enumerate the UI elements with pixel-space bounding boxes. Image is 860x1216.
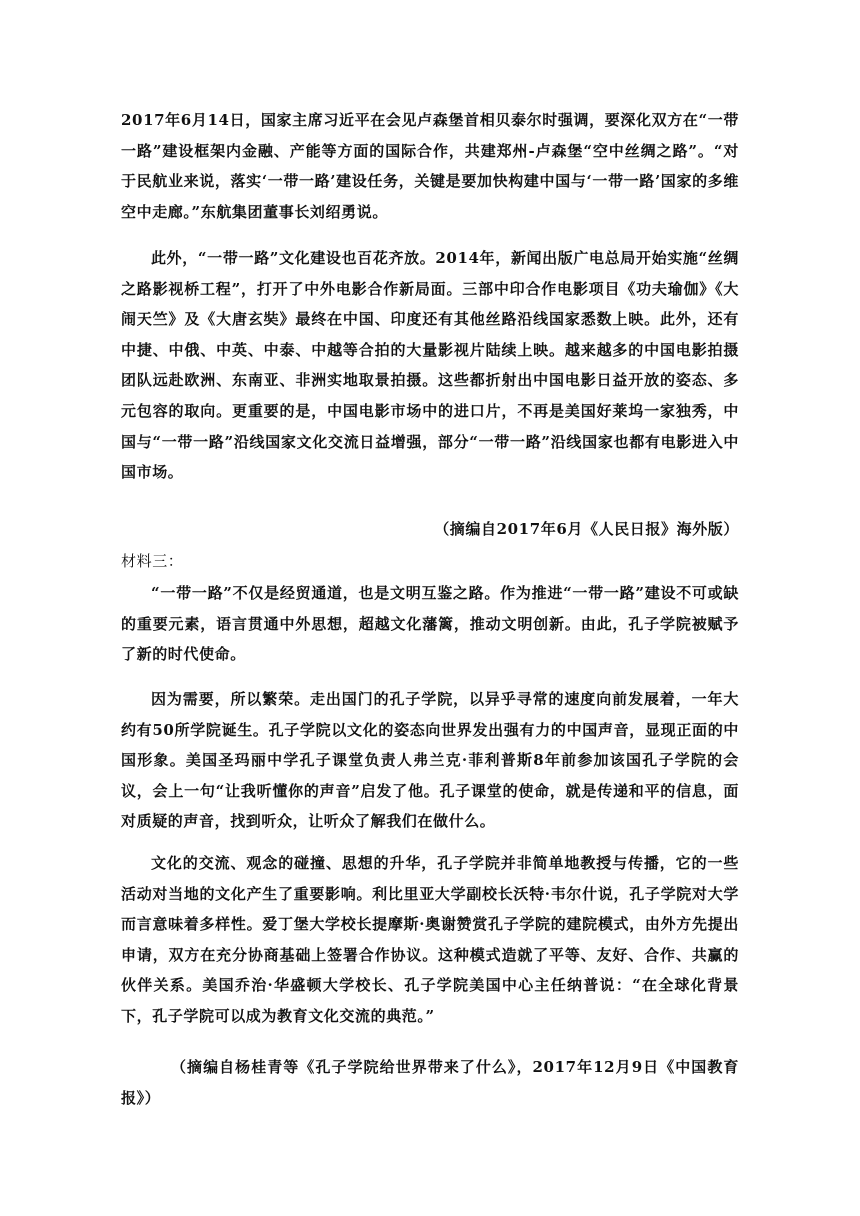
paragraph-luxembourg-air-silk-road: 2017年6月14日，国家主席习近平在会见卢森堡首相贝泰尔时强调，要深化双方在“一带一路”建设框架内金融、产能等方面的国际合作，共建郑州-卢森堡“空中丝绸之路”。“对于民航业来说，落实‘一带一路’建设任务，关键是要加快构建中国与‘一带一路’国家的多维空中走廊。”东航集团董事长刘绍勇说。 — [121, 111, 739, 221]
source-citation-peoples-daily: （摘编自2017年6月《人民日报》海外版） — [434, 520, 739, 538]
paragraph-civilization-exchange: “一带一路”不仅是经贸通道，也是文明互鉴之路。作为推进“一带一路”建设不可或缺的重要元素，语言贯通中外思想，超越文化藩篱，推动文明创新。由此，孔子学院被赋予了新的时代使命。 — [121, 584, 739, 664]
material-three-heading: 材料三： — [121, 552, 184, 570]
paragraph-film-cooperation: 此外，“一带一路”文化建设也百花齐放。2014年，新闻出版广电总局开始实施“丝绸之路影视桥工程”，打开了中外电影合作新局面。三部中印合作电影项目《功夫瑜伽》《大闹天竺》及《大唐玄奘》最终在中国、印度还有其他丝路沿线国家悉数上映。此外，还有中捷、中俄、中英、中泰、中越等合拍的大量影视片陆续上映。越来越多的中国电影拍摄团队远赴欧洲、东南亚、非洲实地取景拍摄。这些都折射出中国电影日益开放的姿态、多元包容的取向。更重要的是，中国电影市场中的进口片，不再是美国好莱坞一家独秀，中国与“一带一路”沿线国家文化交流日益增强，部分“一带一路”沿线国家也都有电影进入中国市场。 — [121, 249, 739, 482]
source-citation-china-education-daily: （摘编自杨桂青等《孔子学院给世界带来了什么》，2017年12月9日《中国教育报》） — [121, 1058, 739, 1107]
paragraph-confucius-institute-growth: 因为需要，所以繁荣。走出国门的孔子学院，以异乎寻常的速度向前发展着，一年大约有50所学院诞生。孔子学院以文化的姿态向世界发出强有力的中国声音，显现正面的中国形象。美国圣玛丽中学孔子课堂负责人弗兰克·菲利普斯8年前参加该国孔子学院的会议，会上一句“让我听懂你的声音”启发了他。孔子课堂的使命，就是传递和平的信息，面对质疑的声音，找到听众，让听众了解我们在做什么。 — [121, 690, 739, 831]
paragraph-cultural-impact: 文化的交流、观念的碰撞、思想的升华，孔子学院并非简单地教授与传播，它的一些活动对当地的文化产生了重要影响。利比里亚大学副校长沃特·韦尔什说，孔子学院对大学而言意味着多样性。爱丁堡大学校长提摩斯·奥谢赞赏孔子学院的建院模式，由外方先提出申请，双方在充分协商基础上签署合作协议。这种模式造就了平等、友好、合作、共赢的伙伴关系。美国乔治·华盛顿大学校长、孔子学院美国中心主任纳普说：“在全球化背景下，孔子学院可以成为教育文化交流的典范。” — [121, 854, 739, 1025]
